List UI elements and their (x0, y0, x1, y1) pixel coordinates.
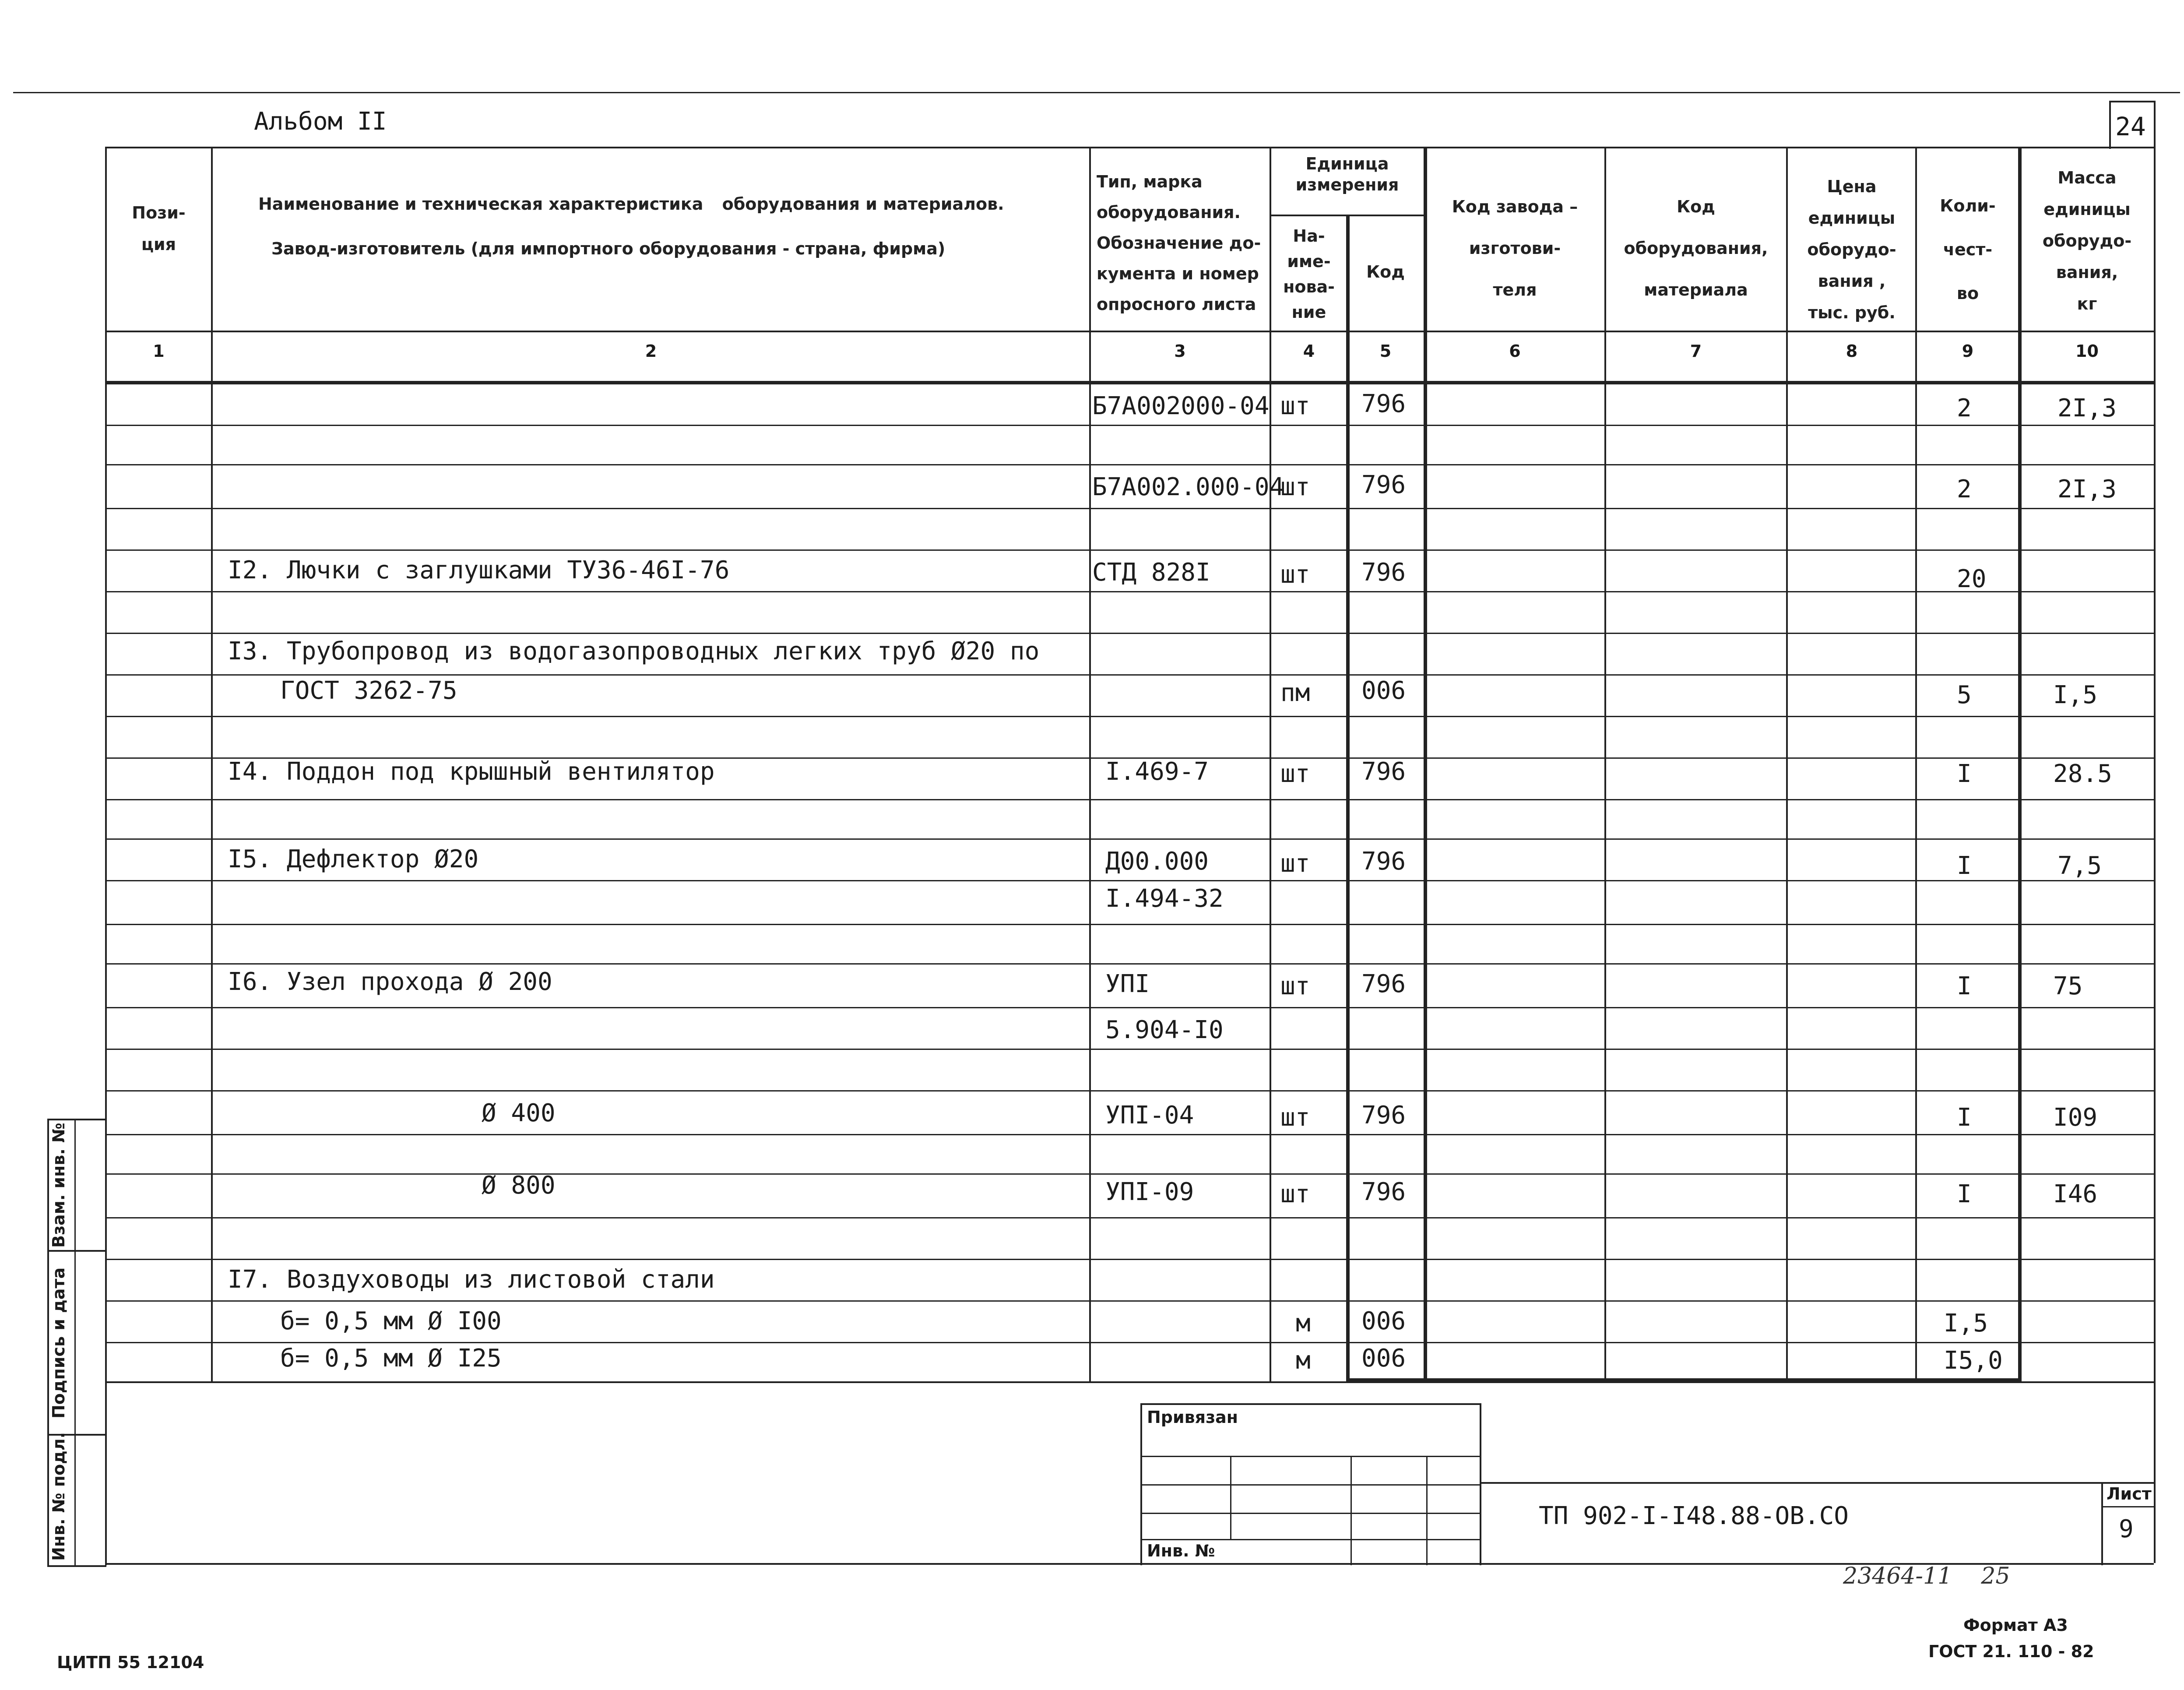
footer-citp: ЦИТП 55 12104 (57, 1653, 204, 1672)
column-number: 1 (153, 342, 165, 361)
table-cell-qty: I,5 (1944, 1309, 1988, 1338)
column-number: 5 (1379, 342, 1392, 361)
table-cell-unit: м (1296, 1346, 1311, 1375)
table-cell-name: ГОСТ 3262-75 (280, 676, 457, 705)
column-number: 9 (1962, 342, 1974, 361)
table-cell-code: 006 (1361, 1344, 1406, 1373)
side-label-replacement-inv: Взам. инв. № (49, 1123, 68, 1248)
column-number: 8 (1846, 342, 1858, 361)
table-cell-qty: I (1957, 1103, 1972, 1132)
table-cell-name: I2. Лючки с заглушками ТУ36-46I-76 (228, 556, 730, 584)
header-mass: Масса единицы оборудо- вания, кг (2042, 168, 2132, 313)
table-cell-mass: 2I,3 (2057, 475, 2117, 503)
table-cell-name: б= 0,5 мм Ø I00 (280, 1307, 502, 1335)
table-cell-type: СТД 828I (1092, 558, 1210, 587)
table-cell-mass: I09 (2053, 1103, 2098, 1132)
table-cell-mass: 7,5 (2057, 852, 2102, 880)
table-cell-unit: шт (1280, 560, 1310, 589)
table-cell-code: 006 (1361, 676, 1406, 705)
column-number: 10 (2075, 342, 2099, 361)
header-equipment-code: Код оборудования, материала (1624, 197, 1768, 299)
header-unit-code: Код (1366, 262, 1405, 282)
table-cell-name: I4. Поддон под крышный вентилятор (228, 757, 715, 786)
column-number: 4 (1303, 342, 1315, 361)
stamp-inv-no: Инв. № (1147, 1541, 1215, 1560)
table-cell-unit: шт (1280, 392, 1310, 420)
table-cell-name: I7. Воздуховоды из листовой стали (228, 1265, 715, 1294)
stamp-privyazan: Привязан (1147, 1408, 1238, 1427)
table-cell-type: УПI (1105, 970, 1150, 998)
document-designation: ТП 902-I-I48.88-ОВ.СО (1539, 1502, 1849, 1530)
table-cell-type: 5.904-I0 (1105, 1016, 1224, 1044)
table-cell-type: Д00.000 (1105, 847, 1209, 876)
table-cell-qty: 20 (1957, 565, 1987, 593)
table-cell-name: I6. Узел прохода Ø 200 (228, 968, 552, 996)
album-title: Альбом II (254, 107, 387, 136)
table-cell-code: 796 (1361, 558, 1406, 587)
column-number: 7 (1690, 342, 1702, 361)
header-price: Цена единицы оборудо- вания , тыс. руб. (1807, 177, 1896, 322)
sheet-label: Лист (2107, 1484, 2152, 1503)
table-cell-name: I3. Трубопровод из водогазопроводных легких труб Ø20 по (228, 637, 1040, 665)
table-cell-code: 796 (1361, 847, 1406, 876)
table-cell-type: УПI-04 (1105, 1101, 1194, 1130)
table-cell-code: 796 (1361, 1101, 1406, 1130)
sheet-number: 9 (2119, 1515, 2134, 1543)
header-type: Тип, марка оборудования. Обозначение до- кумента и номер опросного листа (1097, 172, 1261, 314)
column-number: 3 (1174, 342, 1186, 361)
table-cell-unit: пм (1280, 679, 1310, 707)
footer-format: Формат А3 (1963, 1616, 2068, 1635)
header-unit-group: Единица измерения (1295, 154, 1399, 194)
side-label-signature-date: Подпись и дата (49, 1267, 68, 1419)
table-cell-code: 796 (1361, 390, 1406, 418)
table-cell-unit: м (1296, 1309, 1311, 1338)
table-cell-name: Ø 800 (482, 1171, 556, 1200)
table-cell-type: I.469-7 (1105, 757, 1209, 786)
table-cell-type: I.494-32 (1105, 884, 1224, 913)
table-cell-qty: I (1957, 1180, 1972, 1208)
table-cell-name: Ø 400 (482, 1099, 556, 1127)
column-number: 6 (1509, 342, 1521, 361)
table-cell-unit: шт (1280, 760, 1310, 788)
footer-gost: ГОСТ 21. 110 - 82 (1928, 1642, 2094, 1661)
header-name: Наименование и техническая характеристика оборудования и материалов. Завод-изготовитель (для импортного оборудования - страна, фирма) (258, 194, 1004, 259)
column-number: 2 (645, 342, 657, 361)
table-cell-code: 796 (1361, 471, 1406, 499)
table-cell-qty: I (1957, 972, 1972, 1000)
table-cell-qty: I5,0 (1944, 1346, 2003, 1375)
table-cell-qty: 5 (1957, 681, 1972, 709)
table-cell-mass: 28.5 (2053, 760, 2112, 788)
table-cell-unit: шт (1280, 1180, 1310, 1208)
table-cell-qty: I (1957, 760, 1972, 788)
table-cell-code: 796 (1361, 970, 1406, 998)
table-cell-mass: 75 (2053, 972, 2083, 1000)
header-quantity: Коли- чест- во (1940, 196, 1996, 303)
table-cell-unit: шт (1280, 849, 1310, 878)
table-cell-code: 796 (1361, 757, 1406, 786)
header-unit-name: На- име- нова- ние (1283, 226, 1335, 322)
table-cell-unit: шт (1280, 473, 1310, 501)
table-cell-mass: I46 (2053, 1180, 2098, 1208)
page-number-top: 24 (2115, 112, 2146, 141)
table-cell-type: Б7А002000-04 (1092, 392, 1270, 420)
table-cell-name: б= 0,5 мм Ø I25 (280, 1344, 502, 1373)
table-cell-qty: I (1957, 852, 1972, 880)
side-label-original-inv: Инв. № подл. (49, 1432, 68, 1561)
header-position: Пози- ция (132, 203, 186, 254)
table-cell-type: УПI-09 (1105, 1178, 1194, 1206)
table-cell-code: 006 (1361, 1307, 1406, 1335)
table-cell-code: 796 (1361, 1178, 1406, 1206)
table-cell-unit: шт (1280, 972, 1310, 1000)
table-cell-qty: 2 (1957, 475, 1972, 503)
table-cell-qty: 2 (1957, 394, 1972, 422)
table-cell-name: I5. Дефлектор Ø20 (228, 845, 479, 873)
table-cell-mass: I,5 (2053, 681, 2098, 709)
table-cell-unit: шт (1280, 1103, 1310, 1132)
header-plant-code: Код завода – изготови- теля (1452, 197, 1578, 299)
table-cell-type: Б7А002.000-04 (1092, 473, 1284, 501)
table-cell-mass: 2I,3 (2057, 394, 2117, 422)
handwritten-number: 23464-11 25 (1843, 1563, 2010, 1589)
